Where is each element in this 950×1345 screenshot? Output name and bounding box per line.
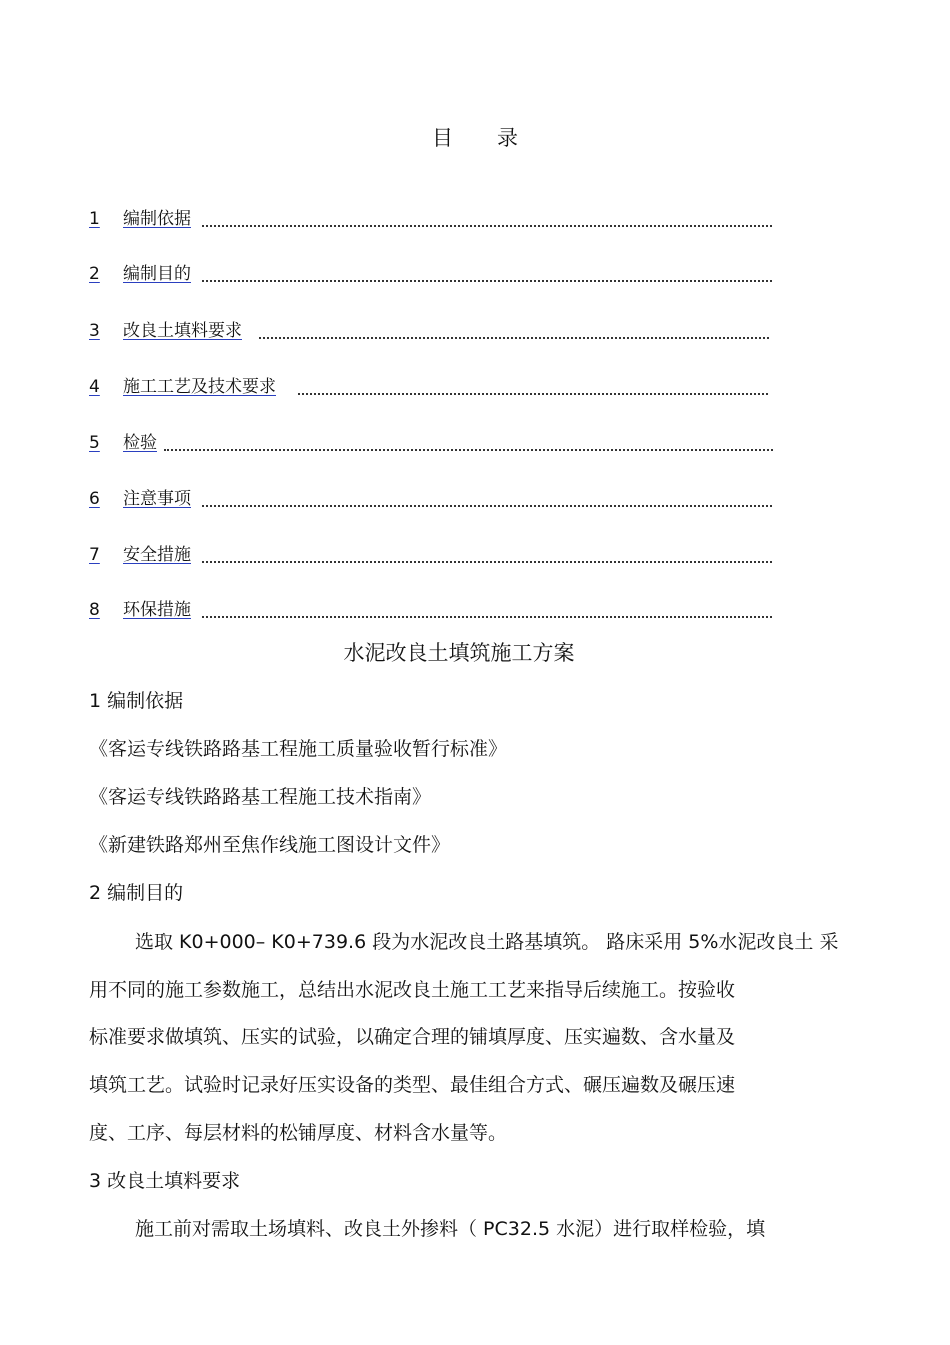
toc-leader-dots — [202, 501, 772, 507]
reference-item: 《客运专线铁路路基工程施工质量验收暂行标准》 — [89, 738, 508, 760]
toc-item-number: 6 — [89, 489, 100, 509]
toc-leader-dots — [202, 612, 772, 618]
toc-item-number: 3 — [89, 321, 100, 341]
toc-leader-dots — [202, 557, 772, 563]
toc-item-label[interactable]: 施工工艺及技术要求 — [123, 377, 276, 397]
toc-item-7[interactable] — [89, 543, 773, 567]
paragraph-line: 用不同的施工参数施工，总结出水泥改良土施工工艺来指导后续施工。按验收 — [89, 979, 736, 1001]
toc-item-8[interactable] — [89, 598, 773, 622]
reference-item: 《客运专线铁路路基工程施工技术指南》 — [89, 786, 432, 808]
reference-item: 《新建铁路郑州至焦作线施工图设计文件》 — [89, 834, 451, 856]
toc-item-number: 7 — [89, 545, 100, 565]
toc-item-label[interactable]: 编制目的 — [123, 264, 191, 284]
toc-item-number: 5 — [89, 433, 100, 453]
toc-item-5[interactable] — [89, 431, 773, 455]
toc-leader-dots — [259, 333, 769, 339]
toc-item-label[interactable]: 安全措施 — [123, 545, 191, 565]
toc-item-2[interactable] — [89, 262, 773, 286]
document-title: 水泥改良土填筑施工方案 — [343, 641, 575, 665]
toc-item-3[interactable] — [89, 319, 773, 343]
section-heading-3: 3 改良土填料要求 — [89, 1170, 241, 1192]
paragraph-line: 选取 K0+000– K0+739.6 段为水泥改良土路基填筑。 路床采用 5%水泥改良土 采 — [135, 931, 839, 953]
section-heading-1: 1 编制依据 — [89, 690, 184, 712]
paragraph-line: 填筑工艺。试验时记录好压实设备的类型、最佳组合方式、碾压遍数及碾压速 — [89, 1074, 736, 1096]
toc-item-number: 4 — [89, 377, 100, 397]
toc-leader-dots — [298, 389, 768, 395]
toc-item-number: 1 — [89, 209, 100, 229]
paragraph-line: 度、工序、每层材料的松铺厚度、材料含水量等。 — [89, 1122, 508, 1144]
paragraph-line: 施工前对需取土场填料、改良土外掺料（ PC32.5 水泥）进行取样检验，填 — [135, 1218, 766, 1240]
toc-leader-dots — [202, 276, 772, 282]
section-heading-2: 2 编制目的 — [89, 882, 184, 904]
toc-item-label[interactable]: 注意事项 — [123, 489, 191, 509]
toc-title: 目录 — [432, 126, 562, 150]
toc-item-number: 8 — [89, 600, 100, 620]
toc-item-label[interactable]: 环保措施 — [123, 600, 191, 620]
toc-item-1[interactable] — [89, 207, 773, 231]
toc-item-4[interactable] — [89, 375, 773, 399]
toc-item-label[interactable]: 改良土填料要求 — [123, 321, 242, 341]
toc-item-6[interactable] — [89, 487, 773, 511]
toc-leader-dots — [202, 221, 772, 227]
toc-item-label[interactable]: 检验 — [123, 433, 157, 453]
toc-leader-dots — [164, 445, 773, 451]
toc-item-label[interactable]: 编制依据 — [123, 209, 191, 229]
toc-item-number: 2 — [89, 264, 100, 284]
paragraph-line: 标准要求做填筑、压实的试验，以确定合理的铺填厚度、压实遍数、含水量及 — [89, 1026, 736, 1048]
